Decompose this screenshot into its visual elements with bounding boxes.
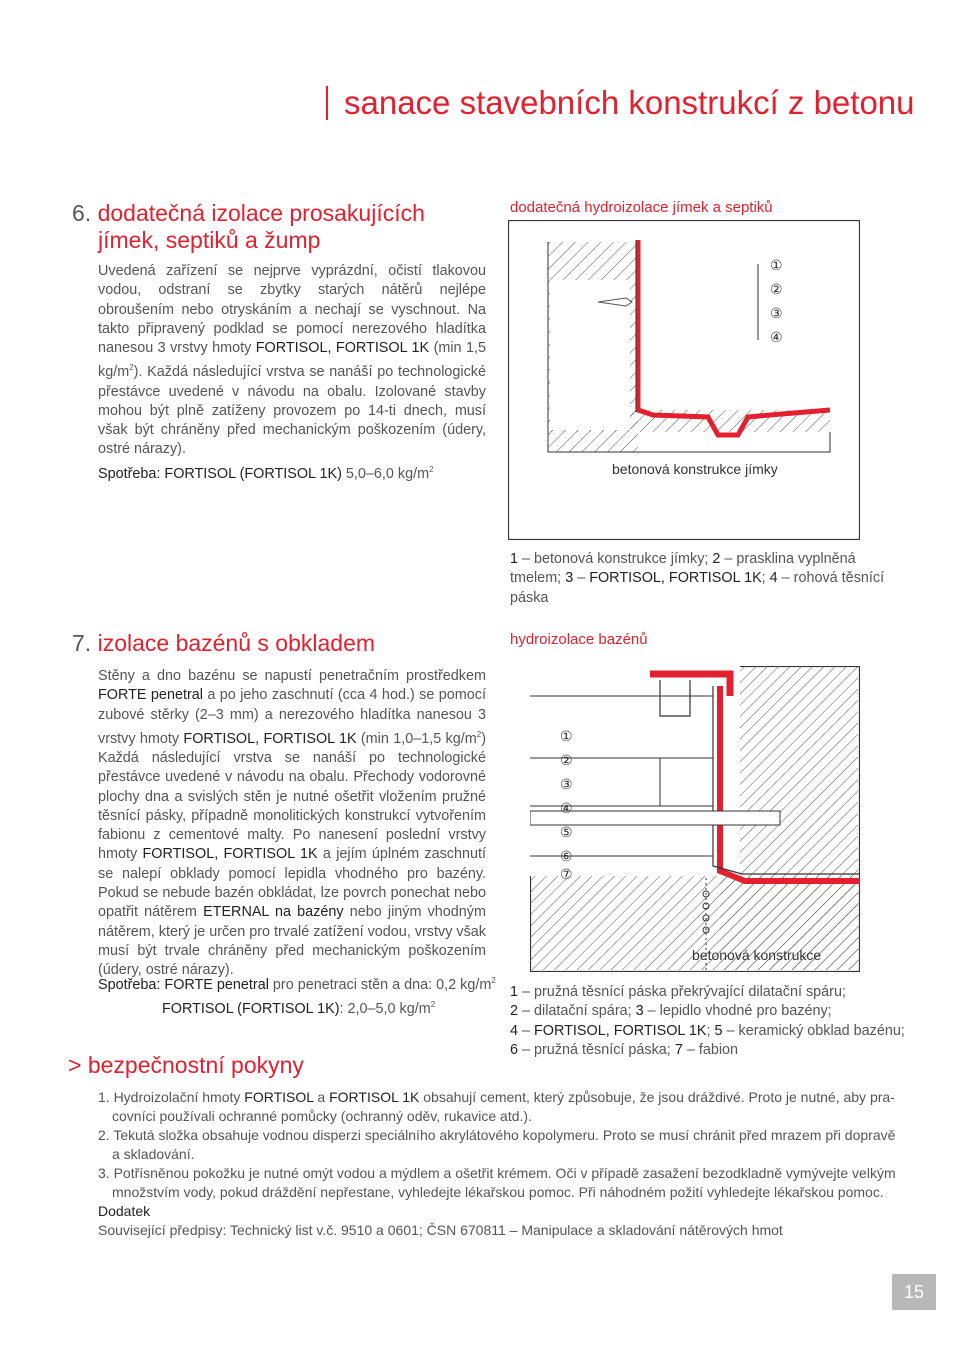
figure-1-marker-1: ①: [770, 257, 783, 273]
figure-1-marker-4: ④: [770, 329, 783, 345]
safety-note-2-line1: 2. Tekutá složka obsahuje vodnou disperzi speciálního akrylátového kopolymeru. Proto se musí chránit před mrazem při dopravě: [98, 1127, 896, 1143]
section-6-title-line1: dodatečná izolace prosakujících: [97, 200, 425, 226]
sn1b: a: [313, 1089, 330, 1105]
fig1-cap-n4: 4: [769, 570, 778, 587]
fig2-l2-n2: 3: [635, 1003, 644, 1020]
figure-2-pool-interior: [530, 666, 740, 876]
addendum-title: Dodatek: [98, 1203, 151, 1219]
section-7-number: 7.: [72, 630, 92, 656]
fig1-cap-t3b: ;: [761, 570, 770, 587]
safety-note-1-line1: [98, 1088, 895, 1107]
s7-t1: Stěny a dno bazénu se napustí penetračním prostředkem: [98, 668, 486, 684]
s7-c2-sup: 2: [430, 1000, 436, 1010]
figure-2-title: hydroizolace bazénů: [510, 631, 648, 648]
figure-1-red-layer: [638, 240, 830, 435]
figure-2-marker-1: ①: [560, 728, 573, 744]
header-accent-bar: [326, 86, 328, 120]
fig1-cap-t4: – rohová těsnící páska: [510, 570, 885, 606]
page-number: 15: [892, 1274, 936, 1310]
s7-c1-sup: 2: [491, 976, 496, 985]
s7-sup-1: 2: [476, 729, 482, 739]
s7-c1-label: Spotřeba: FORTE penetral: [98, 976, 269, 993]
figure-2-caption: [510, 983, 910, 1060]
safety-note-2-line2: a skladování.: [112, 1146, 195, 1162]
fig2-l1-n1: 1: [510, 984, 519, 1000]
figure-2-label: betonová konstrukce: [692, 947, 822, 963]
sn1s1: FORTISOL: [244, 1089, 314, 1105]
sn1a: 1. Hydroizolační hmoty: [98, 1089, 245, 1105]
figure-1-label: betonová konstrukce jímky: [612, 461, 778, 477]
section-6-consumption-label: Spotřeba: FORTISOL (FORTISOL 1K): [98, 465, 342, 482]
fig2-l4-n1: 6: [510, 1041, 519, 1058]
section-6-number: 6.: [72, 200, 92, 226]
figure-1-caption: [510, 550, 890, 608]
s7-t5: a jejím úplném zaschnutí se nalepí obklady pomocí lepidla vhodného pro bazény. Pokud se nebude bazén obkládat, lze povrch ponechat nebo opatřit nátěrem: [98, 846, 486, 921]
s7-s2: FORTISOL, FORTISOL 1K: [183, 730, 357, 747]
figure-2-marker-3: ③: [560, 776, 573, 792]
s7-t6: nebo jiným vhodným nátěrem, který je určen pro trvalé zatížení vodou, vrstvy však musí být trvale chráněny před mechanickým poškozením (údery, ostré nárazy).: [98, 904, 486, 979]
fig2-l1-t1: – pružná těsnící páska překrývající dilatační spáru;: [518, 984, 846, 1000]
section-7-title-text: izolace bazénů s obkladem: [97, 630, 376, 656]
fig1-cap-n2: 2: [712, 551, 721, 567]
safety-note-3-line2: množstvím vody, pokud dráždění nepřestane, vyhledejte lékařskou pomoc. Při náhodném požití vyhledejte lékařskou pomoc.: [112, 1184, 884, 1200]
section-7-consumption: [98, 971, 498, 1019]
figure-1-marker-3: ③: [770, 305, 783, 321]
safety-note-3-line1: 3. Potřísněnou pokožku je nutné omýt vodou a mýdlem a ošetřit krémem. Oči v případě zasažení bezodkladně vymývejte velkým: [98, 1165, 896, 1181]
figure-1-title: dodatečná hydroizolace jímek a septiků: [510, 199, 773, 216]
fig2-l2-n1: 2: [510, 1003, 519, 1020]
figure-1-marker-2: ②: [770, 281, 783, 297]
section-6-product: FORTISOL, FORTISOL 1K: [255, 340, 430, 357]
fig2-l4-n2: 7: [674, 1041, 683, 1058]
figure-2-diagram: [530, 666, 860, 972]
sn1s2: FORTISOL 1K: [329, 1089, 420, 1105]
s7-s4: ETERNAL na bazény: [203, 904, 344, 921]
section-7-body: [98, 667, 486, 981]
s7-t3: (min 1,0–1,5 kg/m: [356, 730, 477, 747]
figure-2-marker-7: ⑦: [560, 866, 573, 882]
section-6-title: [72, 200, 492, 254]
safety-title-text: bezpečnostní pokyny: [87, 1052, 304, 1078]
section-6-title-line2: jímek, septiků a žump: [98, 227, 321, 253]
fig1-cap-n3b: FORTISOL, FORTISOL 1K: [589, 570, 762, 587]
s7-s1: FORTE penetral: [98, 687, 203, 704]
s7-c2-label: FORTISOL (FORTISOL 1K): [162, 1000, 340, 1017]
safety-title: [68, 1052, 304, 1079]
fig2-l4-t2: – fabion: [682, 1041, 739, 1058]
fig2-l4-t1: – pružná těsnící páska;: [518, 1041, 675, 1058]
fig2-l3-t1: –: [518, 1022, 535, 1039]
page-header-title: sanace stavebních konstrukcí z betonu: [344, 84, 915, 121]
fig1-cap-t3: –: [573, 570, 590, 587]
addendum-text: Související předpisy: Technický list v.č. 9510 a 0601; ČSN 670811 – Manipulace a skladování nátěrových hmot: [98, 1222, 783, 1238]
fig1-cap-t1: – betonová konstrukce jímky;: [518, 551, 713, 567]
section-6-sup: 2: [129, 363, 134, 373]
figure-1-wall-inner: [550, 280, 630, 430]
figure-2-marker-5: ⑤: [560, 824, 573, 840]
fig2-l3-n2: FORTISOL, FORTISOL 1K: [534, 1022, 707, 1039]
safety-marker: >: [68, 1052, 82, 1078]
section-6-text-3: ). Každá následující vrstva se nanáší po technologické přestávce uvedené v návodu na obalu. Izolované stavby mohou být plně zatíženy provozem po 14-ti dnech, musí však být chráněny před mechanickým poškozením (údery, ostré nárazy).: [98, 364, 486, 458]
fig2-l3-n3: 5: [714, 1022, 723, 1039]
fig1-cap-n3: 3: [565, 570, 574, 587]
s7-s3: FORTISOL, FORTISOL 1K: [142, 846, 318, 863]
fig2-l3-t3: – keramický obklad bazénu;: [722, 1022, 905, 1039]
fig2-l2-t1: – dilatační spára;: [518, 1003, 636, 1020]
s7-t4: ) Každá následující vrstva se nanáší po technologické přestávce uvedené v návodu na obalu. Přechody vodorovné plochy dna a svislých stěn je nutné ošetřit vložením pružné těsnící pásky, případně monolitických konstrukcí vytvořením fabionu z cementové malty. Po nanesení poslední vrstvy hmoty: [98, 730, 486, 863]
section-6-consumption-sup: 2: [429, 464, 434, 474]
s7-t2: a po jeho zaschnutí (cca 4 hod.) se pomocí zubové stěrky (2–3 mm) a nerezového hladítka nanesou 3 vrstvy hmoty: [98, 687, 486, 747]
sn1c: obsahují cement, který způsobuje, že jsou dráždivé. Proto je nutné, aby pra-: [419, 1089, 895, 1105]
figure-2-marker-4: ④: [560, 800, 573, 816]
figure-2-marker-2: ②: [560, 752, 573, 768]
fig2-l3-t2: ;: [706, 1022, 715, 1039]
safety-note-1-line2: covníci používali ochranné pomůcky (ochranný oděv, rukavice atd.).: [112, 1108, 532, 1124]
figure-2-marker-6: ⑥: [560, 848, 573, 864]
fig1-cap-n1: 1: [510, 551, 519, 567]
section-6-text-2: (min 1,5 kg/m: [98, 340, 486, 381]
fig2-l3-n1: 4: [510, 1022, 519, 1039]
section-6-consumption-value: 5,0–6,0 kg/m: [341, 465, 430, 482]
fig1-cap-t2: – prasklina vyplněná tmelem;: [510, 551, 856, 587]
figure-1-diagram: [508, 220, 860, 540]
s7-c1-value: pro penetraci stěn a dna: 0,2 kg/m: [268, 976, 492, 993]
section-6-text-1: Uvedená zařízení se nejprve vyprázdní, očistí tlakovou vodou, odstraní se zbytky starých nátěrů nejlépe obroušením nebo otryskáním a nechají se vyschnout. Na takto připravený podklad se pomocí nerezového hladítka nanesou 3 vrstvy hmoty: [98, 263, 486, 357]
s7-c2-value: : 2,0–5,0 kg/m: [339, 1000, 431, 1017]
fig2-l2-t2: – lepidlo vhodné pro bazény;: [643, 1003, 832, 1020]
section-7-title: [72, 630, 375, 657]
section-6-body: [98, 262, 486, 484]
